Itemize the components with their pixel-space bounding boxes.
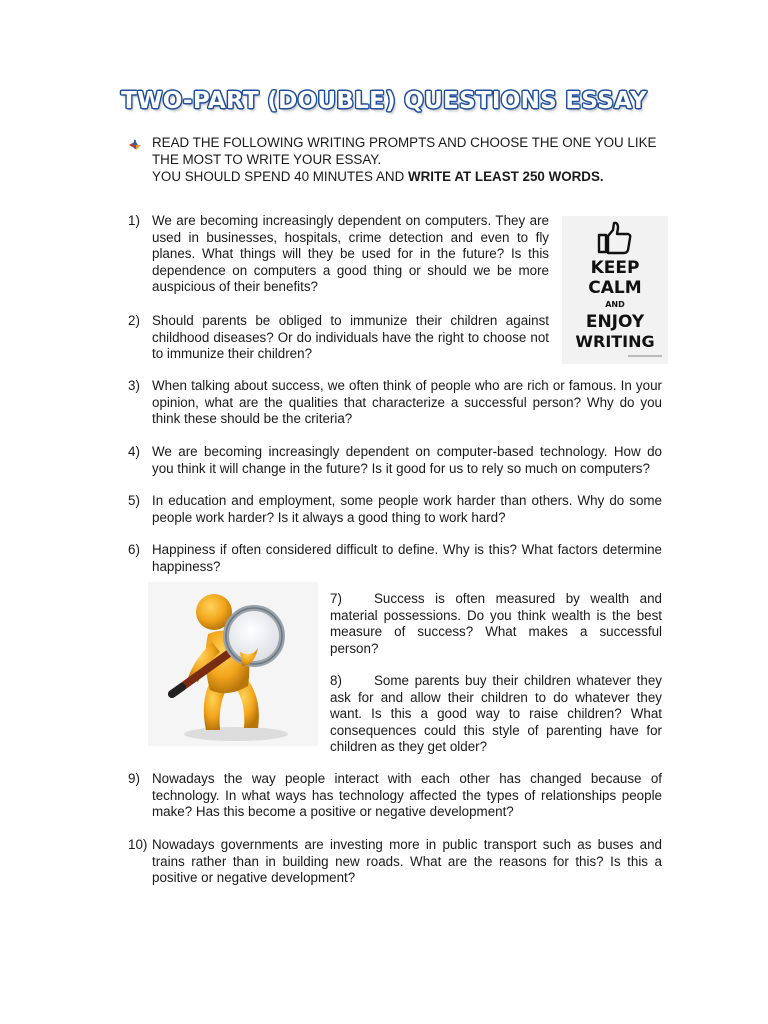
- question-number: 4): [128, 444, 140, 459]
- poster-line-4: ENJOY: [585, 312, 645, 332]
- poster-line-3: AND: [605, 300, 625, 309]
- question-9: [128, 771, 662, 821]
- keep-calm-graphic: [562, 216, 668, 364]
- question-number: 8): [330, 673, 342, 688]
- question-number: 10): [128, 837, 148, 852]
- question-text: Some parents buy their children whatever they ask for and allow their children to do whatever they want. Is this a good way to raise children? What consequences could this style of parenting have for children as they get older?: [330, 673, 662, 755]
- question-text: Nowadays the way people interact with each other has changed because of technology. In what ways has technology affected the types of relationships people make? Has this become a positive or negative development?: [152, 771, 662, 820]
- question-text: Should parents be obliged to immunize their children against childhood diseases? Or do individuals have the right to choose not to immunize their children?: [152, 313, 549, 362]
- question-number: 9): [128, 771, 140, 786]
- poster-line-5: WRITING: [575, 332, 655, 351]
- instruction-line-2: YOU SHOULD SPEND 40 MINUTES AND WRITE AT LEAST 250 WORDS.: [152, 169, 604, 184]
- question-number: 1): [128, 213, 140, 228]
- question-text: Success is often measured by wealth and material possessions. Do you think wealth is the best measure of success? What makes a successful person?: [330, 591, 662, 656]
- question-text: When talking about success, we often think of people who are rich or famous. In your opinion, what are the qualities that characterize a successful person? Why do you think these should be the criteria?: [152, 378, 662, 427]
- person-with-magnifying-glass-icon: [148, 582, 318, 746]
- question-text: We are becoming increasingly dependent on computer-based technology. How do you think it will change in the future? Is it good for us to rely so much on computers?: [152, 444, 662, 476]
- poster-line-2: CALM: [588, 278, 642, 298]
- question-10: [128, 837, 662, 887]
- question-text: In education and employment, some people work harder than others. Why do some people work harder? Is it always a good thing to work hard?: [152, 493, 662, 525]
- question-6: [128, 542, 662, 575]
- question-number: 5): [128, 493, 140, 508]
- question-number: 2): [128, 313, 140, 328]
- magnifier-figure-image: [148, 582, 318, 746]
- word-count-requirement: WRITE AT LEAST 250 WORDS.: [407, 169, 604, 184]
- question-text: We are becoming increasingly dependent on computers. They are used in businesses, hospitals, crime detection and even to fly planes. What things will they be used for in the future? Is this dependence on computers a good thing or should we be more auspicious of their benefits?: [152, 213, 549, 295]
- keep-calm-poster: [562, 216, 668, 364]
- question-text: Nowadays governments are investing more in public transport such as buses and trains rather than in building new roads. What are the reasons for this? Is this a positive or negative development?: [152, 837, 662, 886]
- question-3: [128, 378, 662, 428]
- question-2: [128, 313, 549, 363]
- bullet-arrow-icon: [128, 137, 142, 151]
- question-1: [128, 213, 549, 296]
- thumbs-up-icon: [599, 223, 630, 253]
- question-number: 3): [128, 378, 140, 393]
- poster-footer-mark: [628, 355, 662, 357]
- page-title: TWO-PART (DOUBLE) QUESTIONS ESSAY: [121, 88, 647, 114]
- question-number: 7): [330, 591, 342, 606]
- question-number: 6): [128, 542, 140, 557]
- question-text: Happiness if often considered difficult to define. Why is this? What factors determine happiness?: [152, 542, 662, 574]
- question-8: [330, 673, 662, 756]
- question-7: [330, 591, 662, 657]
- poster-line-1: KEEP: [590, 258, 640, 278]
- instruction-line-1: READ THE FOLLOWING WRITING PROMPTS AND CHOOSE THE ONE YOU LIKE THE MOST TO WRITE YOUR ESSAY.: [152, 135, 657, 167]
- instructions: [152, 134, 664, 185]
- question-4: [128, 444, 662, 477]
- question-5: [128, 493, 662, 526]
